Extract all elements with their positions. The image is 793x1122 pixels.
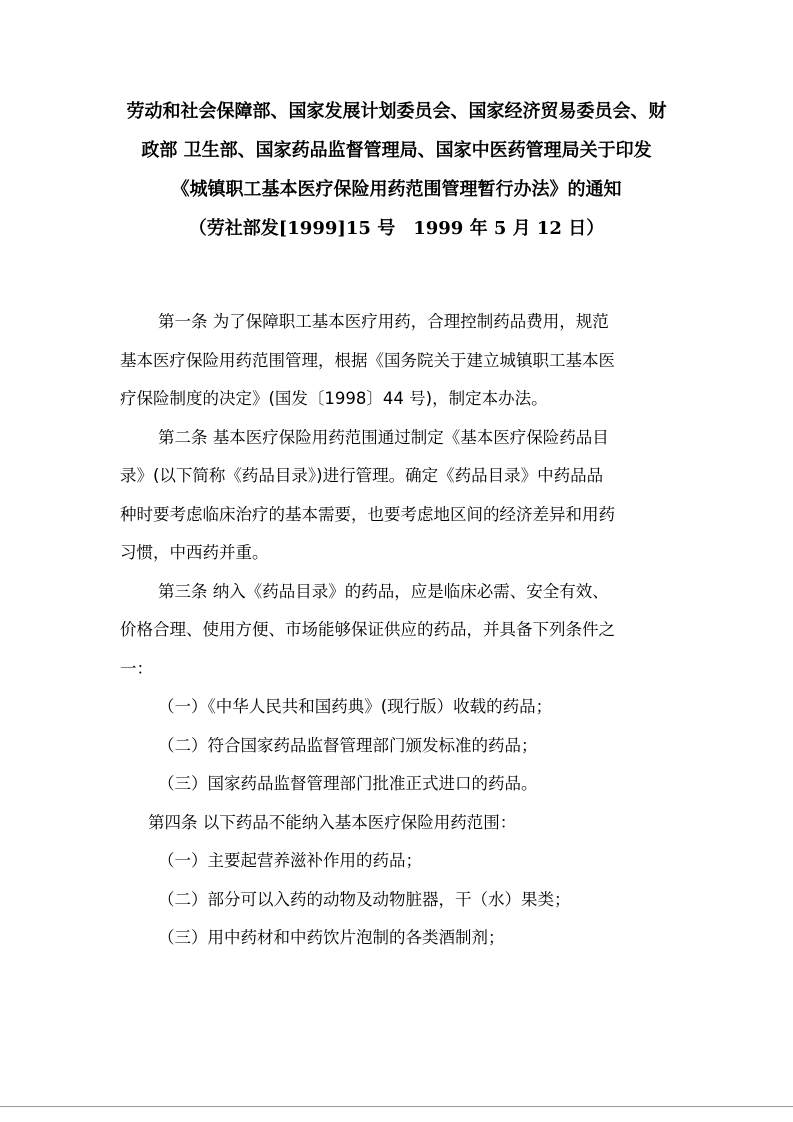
article-3-item: （三）国家药品监督管理部门批准正式进口的药品。 bbox=[158, 774, 538, 793]
article-2-line: 第二条 基本医疗保险用药范围通过制定《基本医疗保险药品目 bbox=[158, 427, 609, 447]
article-4-line: 第四条 以下药品不能纳入基本医疗保险用药范围： bbox=[148, 812, 517, 832]
article-3-item: （一）《中华人民共和国药典》(现行版）收载的药品； bbox=[158, 697, 553, 716]
article-2-line: 录》(以下简称《药品目录》)进行管理。确定《药品目录》中药品品 bbox=[120, 466, 604, 485]
article-4-item: （一）主要起营养滋补作用的药品； bbox=[158, 851, 422, 870]
title-line: 《城镇职工基本医疗保险用药范围管理暂行办法》的通知 bbox=[171, 179, 622, 200]
page-bottom-rule bbox=[0, 1106, 793, 1107]
article-3-line: 价格合理、使用方便、市场能够保证供应的药品，并具备下列条件之 bbox=[120, 620, 615, 639]
article-1-line: 基本医疗保险用药范围管理，根据《国务院关于建立城镇职工基本医 bbox=[120, 350, 615, 370]
article-4-item: （二）部分可以入药的动物及动物脏器，干（水）果类； bbox=[158, 889, 571, 909]
article-1-line: 疗保险制度的决定》(国发〔1998〕44 号)，制定本办法。 bbox=[120, 389, 548, 408]
document-body bbox=[120, 303, 675, 958]
article-3-line: 一： bbox=[120, 658, 153, 678]
article-4-item: （三）用中药材和中药饮片泡制的各类酒制剂； bbox=[158, 928, 505, 947]
article-2-line: 习惯，中西药并重。 bbox=[120, 543, 269, 562]
document-reference-line: （劳社部发[1999]15 号 1999 年 5 月 12 日） bbox=[188, 218, 605, 239]
article-3-item: （二）符合国家药品监督管理部门颁发标准的药品； bbox=[158, 735, 538, 755]
article-2-line: 种时要考虑临床治疗的基本需要，也要考虑地区间的经济差异和用药 bbox=[120, 504, 615, 524]
article-3-line: 第三条 纳入《药品目录》的药品，应是临床必需、安全有效、 bbox=[158, 581, 609, 601]
article-1-line: 第一条 为了保障职工基本医疗用药，合理控制药品费用，规范 bbox=[158, 312, 609, 331]
document-title bbox=[100, 92, 693, 248]
title-line: 劳动和社会保障部、国家发展计划委员会、国家经济贸易委员会、财 bbox=[126, 101, 667, 122]
title-line: 政部 卫生部、国家药品监督管理局、国家中医药管理局关于印发 bbox=[141, 140, 652, 161]
